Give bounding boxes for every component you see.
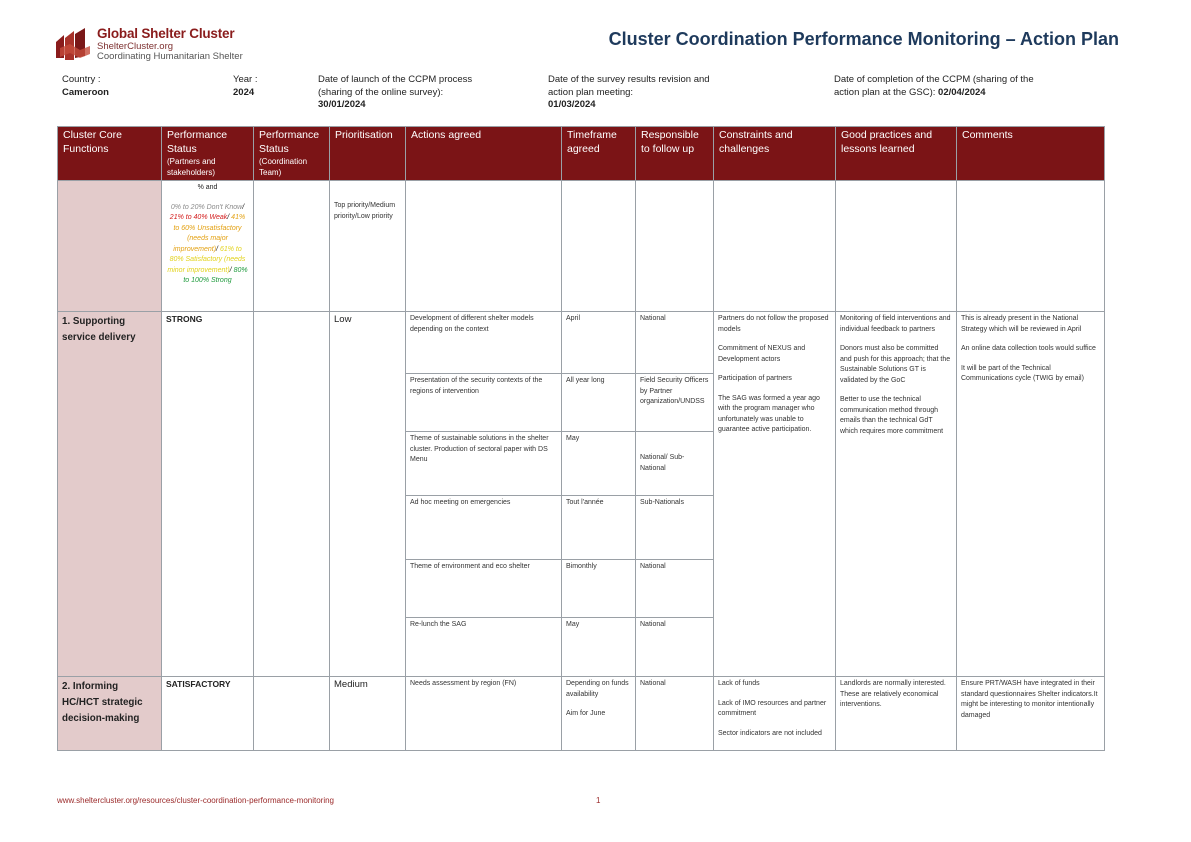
year-label: Year : — [233, 74, 258, 85]
legend-satisfactory: 61% to 80% Satisfactory (needs minor improvement) — [167, 245, 246, 274]
page-number: 1 — [596, 796, 601, 805]
header-core-functions: Cluster Core Functions — [58, 127, 162, 181]
header-prioritisation: Prioritisation — [330, 127, 406, 181]
responsible-1-5: National — [636, 560, 714, 618]
survey-label-2: action plan meeting: — [548, 86, 634, 98]
survey-label-1: Date of the survey results revision and — [548, 74, 710, 85]
status-partners-1: STRONG — [162, 312, 254, 677]
completion-date-block — [834, 74, 1034, 99]
country-value: Cameroon — [62, 86, 109, 98]
responsible-1-1: National — [636, 312, 714, 374]
timeframe-1-4: Tout l'année — [562, 496, 636, 560]
action-plan-table — [57, 126, 1105, 751]
action-2-1: Needs assessment by region (FN) — [406, 677, 562, 751]
legend-unsatisfactory: 41% to 60% Unsatisfactory (needs major improvement) — [173, 214, 246, 253]
header-actions: Actions agreed — [406, 127, 562, 181]
header-perf-partners: Performance Status (Partners and stakeholders) — [162, 127, 254, 181]
action-1-3: Theme of sustainable solutions in the shelter cluster. Production of sectoral paper with DS Menu — [406, 432, 562, 496]
logo — [54, 26, 264, 64]
table-row — [58, 677, 1105, 751]
table-header-row — [58, 127, 1105, 181]
legend-row — [58, 181, 1105, 312]
logo-subtitle: ShelterCluster.org — [97, 41, 174, 52]
launch-label-1: Date of launch of the CCPM process — [318, 74, 473, 85]
shelter-logo-icon — [54, 28, 94, 62]
constraints-1: Partners do not follow the proposed models Commitment of NEXUS and Development actors Participation of partners The SAG was formed a year ago with the program manager who unfortunately was unable to guarantee active participation. — [714, 312, 836, 677]
header-constraints: Constraints and challenges — [714, 127, 836, 181]
legend-weak: 21% to 40% Weak — [169, 214, 228, 221]
logo-title: Global Shelter Cluster — [97, 26, 235, 41]
timeframe-1-6: May — [562, 618, 636, 677]
core-function-1: 1. Supporting service delivery — [58, 312, 162, 677]
status-coord-2 — [254, 677, 330, 751]
action-1-4: Ad hoc meeting on emergencies — [406, 496, 562, 560]
legend-coord-cell — [254, 181, 330, 312]
status-coord-1 — [254, 312, 330, 677]
year-value: 2024 — [233, 86, 255, 98]
action-1-5: Theme of environment and eco shelter — [406, 560, 562, 618]
survey-date-block — [548, 74, 710, 112]
country-block — [62, 74, 109, 99]
prioritisation-1: Low — [330, 312, 406, 677]
timeframe-1-1: April — [562, 312, 636, 374]
launch-label-2: (sharing of the online survey): — [318, 86, 444, 98]
country-label: Country : — [62, 74, 101, 85]
document-title: Cluster Coordination Performance Monitoring – Action Plan — [608, 29, 1119, 49]
timeframe-1-5: Bimonthly — [562, 560, 636, 618]
responsible-1-6: National — [636, 618, 714, 677]
constraints-2: Lack of funds Lack of IMO resources and partner commitment Sector indicators are not included — [714, 677, 836, 751]
header-perf-coord: Performance Status (Coordination Team) — [254, 127, 330, 181]
completion-label-1: Date of completion of the CCPM (sharing of the — [834, 74, 1034, 85]
header-good-practices: Good practices and lessons learned — [836, 127, 957, 181]
comments-2: Ensure PRT/WASH have integrated in their standard questionnaires Shelter indicators.It might be interesting to monitor intentionally damaged — [957, 677, 1105, 751]
prioritisation-2: Medium — [330, 677, 406, 751]
launch-date-block — [318, 74, 472, 112]
action-1-6: Re-lunch the SAG — [406, 618, 562, 677]
launch-value: 30/01/2024 — [318, 99, 366, 110]
responsible-1-4: Sub-Nationals — [636, 496, 714, 560]
header-comments: Comments — [957, 127, 1105, 181]
logo-tagline: Coordinating Humanitarian Shelter — [97, 51, 243, 62]
action-1-2: Presentation of the security contexts of the regions of intervention — [406, 374, 562, 432]
header-timeframe: Timeframe agreed — [562, 127, 636, 181]
prio-legend: Top priority/Medium priority/Low priority — [330, 181, 406, 312]
comments-1: This is already present in the National Strategy which will be reviewed in April An online data collection tools would suffice It will be part of the Technical Communications cycle (TWIG by email) — [957, 312, 1105, 677]
survey-value: 01/03/2024 — [548, 99, 596, 110]
legend-dont-know: 0% to 20% Don't Know — [170, 203, 243, 211]
legend-core-cell — [58, 181, 162, 312]
timeframe-1-2: All year long — [562, 374, 636, 432]
timeframe-1-3: May — [562, 432, 636, 496]
core-function-2: 2. Informing HC/HCT strategic decision-making — [58, 677, 162, 751]
table-row — [58, 312, 1105, 374]
completion-value: 02/04/2024 — [938, 86, 986, 98]
responsible-1-2: Field Security Officers by Partner organization/UNDSS — [636, 374, 714, 432]
status-partners-2: SATISFACTORY — [162, 677, 254, 751]
header-responsible: Responsible to follow up — [636, 127, 714, 181]
status-legend: % and 0% to 20% Don't Know/ 21% to 40% Weak/ 41% to 60% Unsatisfactory (needs major improvement)/ 61% to 80% Satisfactory (needs minor improvement)/ 80% to 100% Strong — [162, 181, 254, 312]
year-block — [233, 74, 257, 99]
completion-label-2: action plan at the GSC): — [834, 86, 936, 98]
good-practices-2: Landlords are normally interested. These are relatively economical interventions. — [836, 677, 957, 751]
legend-strong: 80% to 100% Strong — [183, 266, 248, 284]
footer-link[interactable]: www.sheltercluster.org/resources/cluster-coordination-performance-monitoring — [57, 796, 335, 805]
responsible-1-3: National/ Sub-National — [636, 432, 714, 496]
good-practices-1: Monitoring of field interventions and individual feedback to partners Donors must also be committed and push for this approach; that the Sustainable Solutions GT is validated by the GoC Better to use the technical communication method through emails than the technical GdT which requires more commitment — [836, 312, 957, 677]
responsible-2-1: National — [636, 677, 714, 751]
action-1-1: Development of different shelter models depending on the context — [406, 312, 562, 374]
timeframe-2-1: Depending on funds availability Aim for June — [562, 677, 636, 751]
